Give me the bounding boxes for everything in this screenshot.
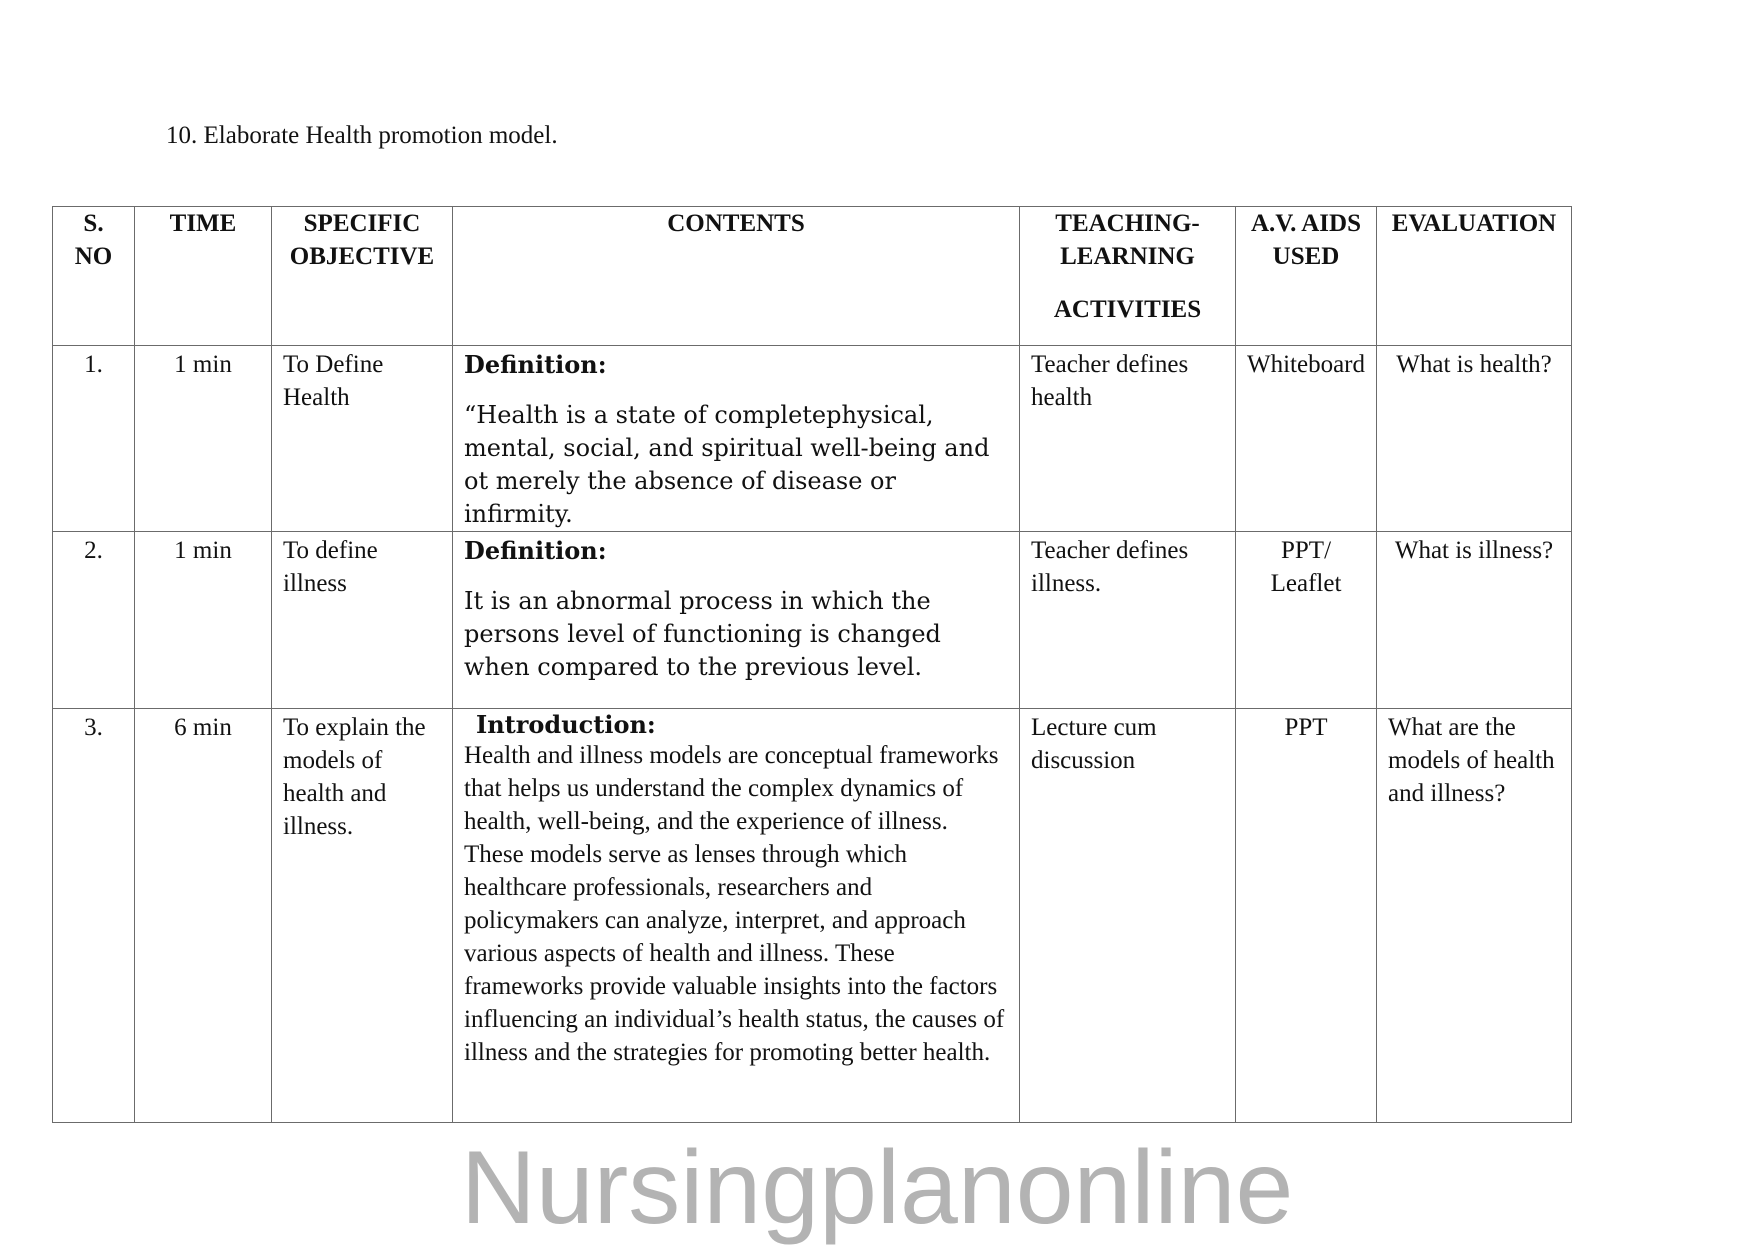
header-evaluation: EVALUATION — [1377, 207, 1572, 346]
header-sno-line1: S. — [83, 210, 104, 237]
page-heading: 10. Elaborate Health promotion model. — [166, 122, 558, 149]
row3-content-body: Health and illness models are conceptual frameworks that helps us understand the complex dynamics of health, well-being, and the experience of illness. These models serve as lenses through which healthcare professionals, researchers and policymakers can analyze, interpret, and approach various aspects of health and illness. These frameworks provide valuable insights into the factors influencing an individual’s health status, the causes of illness and the strategies for promoting better health. — [464, 742, 1005, 1066]
row2-objective: To define illness — [272, 532, 453, 709]
header-activities — [1020, 207, 1236, 346]
row2-time: 1 min — [135, 532, 272, 709]
row3-aids: PPT — [1236, 709, 1377, 1123]
row3-sno: 3. — [53, 709, 135, 1123]
row1-sno: 1. — [53, 346, 135, 532]
row2-activity: Teacher defines illness. — [1020, 532, 1236, 709]
header-aids-line2: USED — [1272, 243, 1340, 270]
row1-contents — [453, 346, 1020, 532]
row1-content-body: “Health is a state of completephysical, mental, social, and spiritual well-being and ot merely the absence of disease or infirmity. — [464, 401, 990, 528]
header-time: TIME — [135, 207, 272, 346]
row2-aids: PPT/ Leaflet — [1236, 532, 1377, 709]
row3-time: 6 min — [135, 709, 272, 1123]
row2-sno: 2. — [53, 532, 135, 709]
header-sno-line2: NO — [74, 243, 113, 270]
row2-content-title: Definition: — [464, 536, 607, 565]
table-header-row — [53, 207, 1572, 346]
lesson-plan-table — [52, 206, 1572, 1123]
header-activities-line1: TEACHING- — [1055, 210, 1200, 237]
table-row — [53, 346, 1572, 532]
row3-content-title: Introduction: — [476, 710, 656, 739]
row1-activity: Teacher defines health — [1020, 346, 1236, 532]
header-activities-line3: ACTIVITIES — [1053, 296, 1202, 323]
row1-aids: Whiteboard — [1236, 346, 1377, 532]
row2-content-body: It is an abnormal process in which the persons level of functioning is changed when compared to the previous level. — [464, 587, 941, 681]
header-objective — [272, 207, 453, 346]
row1-content-title: Definition: — [464, 350, 607, 379]
header-objective-line1: SPECIFIC — [303, 210, 421, 237]
row3-contents — [453, 709, 1020, 1123]
header-contents: CONTENTS — [453, 207, 1020, 346]
header-sno — [53, 207, 135, 346]
watermark-text: Nursingplanonline — [460, 1130, 1294, 1246]
header-activities-line2: LEARNING — [1060, 243, 1195, 270]
table-row — [53, 532, 1572, 709]
header-aids-line1: A.V. AIDS — [1251, 210, 1361, 237]
header-aids — [1236, 207, 1377, 346]
row2-evaluation: What is illness? — [1377, 532, 1572, 709]
row1-objective: To Define Health — [272, 346, 453, 532]
row2-contents — [453, 532, 1020, 709]
row3-objective: To explain the models of health and illness. — [272, 709, 453, 1123]
header-objective-line2: OBJECTIVE — [289, 243, 435, 270]
table-row — [53, 709, 1572, 1123]
row3-activity: Lecture cum discussion — [1020, 709, 1236, 1123]
row1-time: 1 min — [135, 346, 272, 532]
row1-evaluation: What is health? — [1377, 346, 1572, 532]
row3-evaluation: What are the models of health and illness? — [1377, 709, 1572, 1123]
